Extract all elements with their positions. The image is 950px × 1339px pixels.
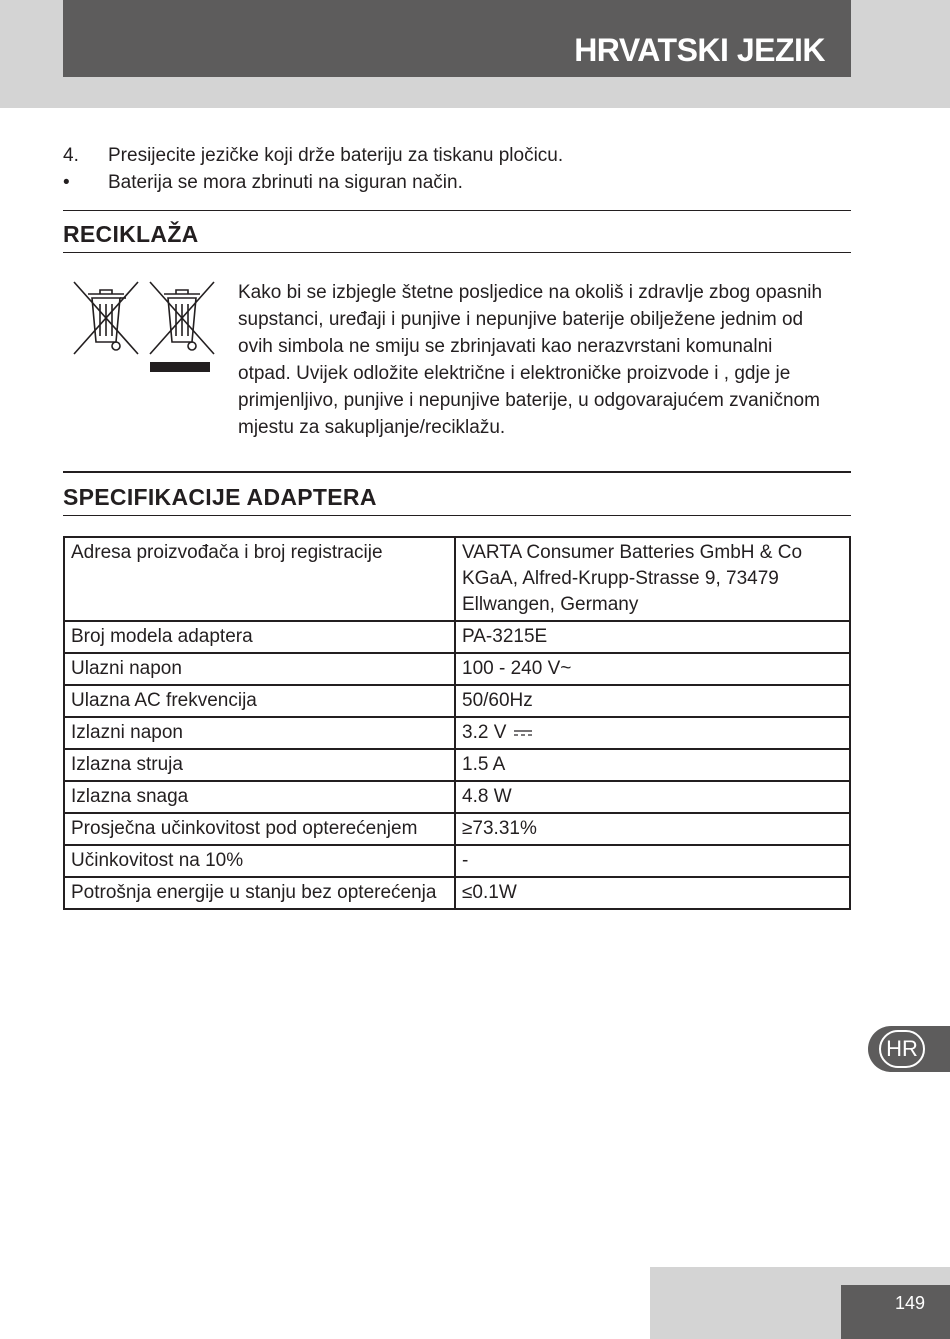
list-marker: 4. xyxy=(63,145,79,166)
spec-value: ≥73.31% xyxy=(455,813,850,845)
steps-list xyxy=(63,142,851,196)
spec-label: Prosječna učinkovitost pod opterećenjem xyxy=(64,813,455,845)
list-item xyxy=(63,169,851,196)
paragraph-line: ovih simbola ne smiju se zbrinjavati kao nerazvrstani komunalni xyxy=(238,336,773,357)
page-number: 149 xyxy=(895,1293,926,1313)
table-row xyxy=(64,813,850,845)
spec-label: Broj modela adaptera xyxy=(64,621,455,653)
spec-label: Adresa proizvođača i broj registracije xyxy=(64,537,455,621)
spec-value-line: VARTA Consumer Batteries GmbH & Co xyxy=(462,542,803,563)
list-item xyxy=(63,142,851,169)
spec-label: Ulazna AC frekvencija xyxy=(64,685,455,717)
divider xyxy=(63,210,851,211)
table-row xyxy=(64,781,850,813)
list-marker: • xyxy=(63,172,70,193)
divider xyxy=(63,515,851,516)
table-row xyxy=(64,537,850,621)
spec-value xyxy=(455,537,850,621)
paragraph-line: otpad. Uvijek odložite električne i elektroničke proizvode i , gdje je xyxy=(238,363,791,384)
paragraph-line: Kako bi se izbjegle štetne posljedice na okoliš i zdravlje zbog opasnih xyxy=(238,282,823,303)
paragraph-line: supstanci, uređaji i punjive i nepunjive baterije obilježene jednim od xyxy=(238,309,804,330)
table-row xyxy=(64,685,850,717)
spec-value: 50/60Hz xyxy=(455,685,850,717)
spec-value-line: KGaA, Alfred-Krupp-Strasse 9, 73479 xyxy=(462,568,779,589)
spec-value: - xyxy=(455,845,850,877)
spec-value-text: 3.2 V xyxy=(462,722,507,743)
spec-value: 1.5 A xyxy=(455,749,850,781)
table-row xyxy=(64,749,850,781)
spec-label: Izlazni napon xyxy=(64,717,455,749)
paragraph-line: primjenljivo, punjive i nepunjive baterije, u odgovarajućem zvaničnom xyxy=(238,390,820,411)
spec-value: ≤0.1W xyxy=(455,877,850,909)
adapter-specs-heading: SPECIFIKACIJE ADAPTERA xyxy=(63,484,377,510)
spec-value: 100 - 240 V~ xyxy=(455,653,850,685)
page-title: HRVATSKI JEZIK xyxy=(574,32,825,68)
list-item-text: Baterija se mora zbrinuti na siguran način. xyxy=(108,172,463,193)
table-row xyxy=(64,877,850,909)
spec-label: Potrošnja energije u stanju bez opterećenja xyxy=(64,877,455,909)
weee-symbols xyxy=(70,278,220,378)
spec-label: Izlazna struja xyxy=(64,749,455,781)
table-row xyxy=(64,621,850,653)
dc-current-icon xyxy=(514,729,532,737)
spec-value xyxy=(455,717,850,749)
crossed-bin-icon xyxy=(70,278,142,358)
list-item-text: Presijecite jezičke koji drže bateriju za tiskanu pločicu. xyxy=(108,145,564,166)
spec-value-line: Ellwangen, Germany xyxy=(462,594,639,615)
adapter-spec-table xyxy=(63,536,851,910)
page-number-box xyxy=(841,1285,950,1339)
table-row xyxy=(64,717,850,749)
table-row xyxy=(64,845,850,877)
language-badge xyxy=(868,1026,950,1072)
spec-value: 4.8 W xyxy=(455,781,850,813)
language-code: HR xyxy=(879,1030,925,1068)
header-title-bar xyxy=(63,0,851,77)
divider xyxy=(63,471,851,473)
paragraph-line: mjestu za sakupljanje/reciklažu. xyxy=(238,417,506,438)
crossed-bin-bar-icon xyxy=(146,278,218,374)
spec-label: Učinkovitost na 10% xyxy=(64,845,455,877)
divider xyxy=(63,252,851,253)
spec-label: Ulazni napon xyxy=(64,653,455,685)
spec-value: PA-3215E xyxy=(455,621,850,653)
spec-label: Izlazna snaga xyxy=(64,781,455,813)
recycling-heading: RECIKLAŽA xyxy=(63,221,199,247)
table-row xyxy=(64,653,850,685)
recycling-paragraph xyxy=(238,279,850,441)
